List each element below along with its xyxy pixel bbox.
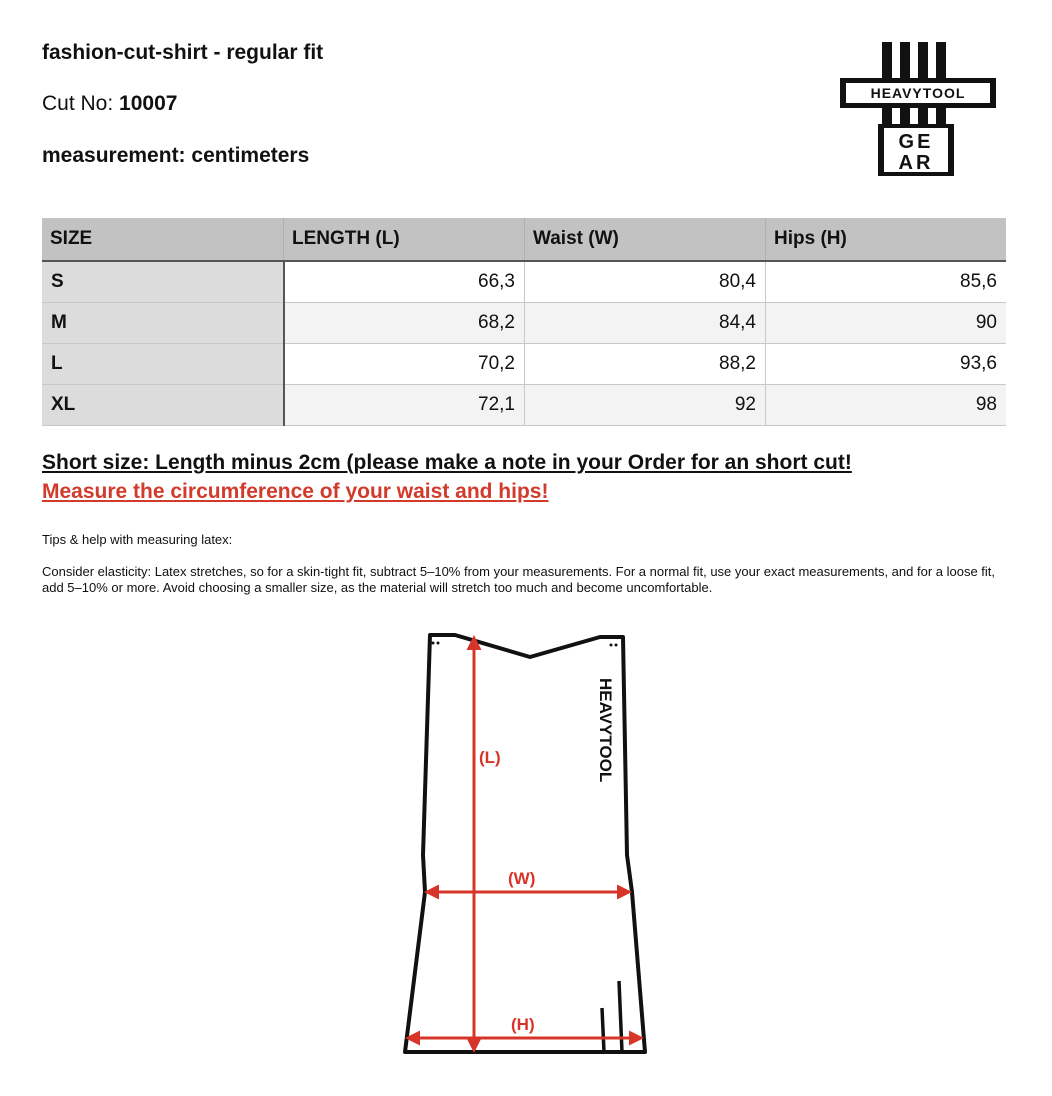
cut-number-line	[42, 92, 177, 116]
snap-dot	[615, 644, 618, 647]
brand-vertical-text: HEAVYTOOL	[596, 678, 615, 783]
length-cell: 70,2	[284, 344, 525, 385]
snap-dot	[432, 642, 435, 645]
size-cell: S	[42, 261, 284, 303]
header-length: LENGTH (L)	[284, 218, 525, 261]
size-table	[42, 218, 1006, 426]
header-hips: Hips (H)	[766, 218, 1007, 261]
cut-label: Cut No:	[42, 92, 114, 115]
hips-cell: 90	[766, 303, 1007, 344]
hips-cell: 93,6	[766, 344, 1007, 385]
waist-cell: 92	[525, 385, 766, 426]
length-cell: 72,1	[284, 385, 525, 426]
length-cell: 68,2	[284, 303, 525, 344]
snap-dot	[437, 642, 440, 645]
length-label: (L)	[479, 748, 501, 767]
cut-number: 10007	[119, 92, 178, 115]
tips-heading: Tips & help with measuring latex:	[42, 532, 233, 547]
slit-line	[619, 981, 622, 1052]
slit-line	[602, 1008, 604, 1052]
measurement-diagram	[395, 620, 665, 1070]
short-size-note: Short size: Length minus 2cm (please make a note in your Order for an short cut!	[42, 451, 852, 474]
logo-text-ar: AR	[898, 152, 934, 174]
hips-cell: 98	[766, 385, 1007, 426]
size-cell: M	[42, 303, 284, 344]
waist-label: (W)	[508, 869, 536, 888]
heavytool-gear-logo	[838, 40, 998, 178]
table-row	[42, 344, 1006, 385]
waist-cell: 80,4	[525, 261, 766, 303]
elasticity-tip: Consider elasticity: Latex stretches, so for a skin-tight fit, subtract 5–10% from your measurements. For a normal fit, use your exact measurements, and for a loose fit, add 5–10% or more. Avoid choosing a smaller size, as the material will stretch too much and become uncomfortable.	[42, 564, 996, 595]
hips-label: (H)	[511, 1015, 535, 1034]
waist-cell: 84,4	[525, 303, 766, 344]
header-size: SIZE	[42, 218, 284, 261]
snap-dot	[610, 644, 613, 647]
table-row	[42, 303, 1006, 344]
waist-cell: 88,2	[525, 344, 766, 385]
measurement-unit: measurement: centimeters	[42, 144, 310, 167]
table-row	[42, 261, 1006, 303]
logo-text-ge: GE	[898, 131, 934, 153]
circumference-note: Measure the circumference of your waist and hips!	[42, 480, 549, 503]
size-cell: XL	[42, 385, 284, 426]
page-title: fashion-cut-shirt - regular fit	[42, 41, 324, 64]
table-row	[42, 385, 1006, 426]
length-cell: 66,3	[284, 261, 525, 303]
size-cell: L	[42, 344, 284, 385]
logo-text: HEAVYTOOL	[870, 85, 966, 101]
table-header-row	[42, 218, 1006, 261]
hips-cell: 85,6	[766, 261, 1007, 303]
header-waist: Waist (W)	[525, 218, 766, 261]
